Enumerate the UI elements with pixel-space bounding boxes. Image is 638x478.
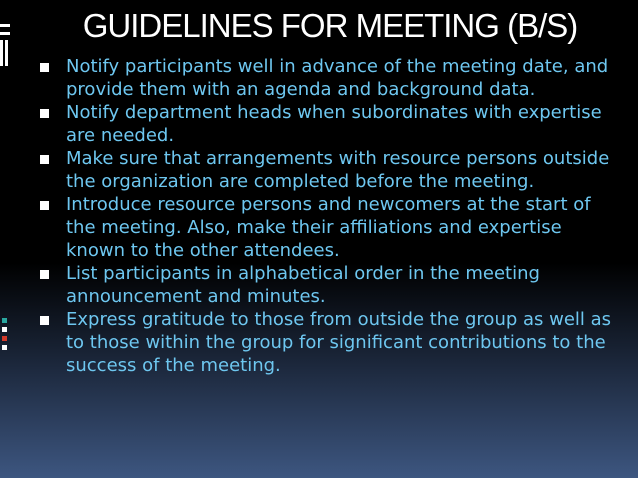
bullet-text: Make sure that arrangements with resource persons outside the organization are completed before the meeting. [66,148,610,192]
bullet-list [20,55,620,377]
bullet-text: List participants in alphabetical order in the meeting announcement and minutes. [66,263,540,307]
left-decoration-top [0,20,12,68]
bullet-text: Notify department heads when subordinates with expertise are needed. [66,102,602,146]
bullet-item [20,193,620,262]
left-decoration-bottom [0,318,12,362]
bullet-item [20,308,620,377]
square-bullet-icon [40,201,49,210]
bullet-text: Notify participants well in advance of the meeting date, and provide them with an agenda and background data. [66,56,609,100]
bullet-item [20,55,620,101]
square-bullet-icon [40,63,49,72]
square-bullet-icon [40,155,49,164]
bullet-item [20,262,620,308]
bullet-text: Introduce resource persons and newcomers at the start of the meeting. Also, make their affiliations and expertise known to the other attendees. [66,194,591,261]
slide-title: GUIDELINES FOR MEETING (B/S) [82,7,578,44]
bullet-item [20,147,620,193]
square-bullet-icon [40,109,49,118]
bullet-text: Express gratitude to those from outside the group as well as to those within the group for significant contributions to the success of the meeting. [66,309,612,376]
square-bullet-icon [40,316,49,325]
square-bullet-icon [40,270,49,279]
bullet-item [20,101,620,147]
